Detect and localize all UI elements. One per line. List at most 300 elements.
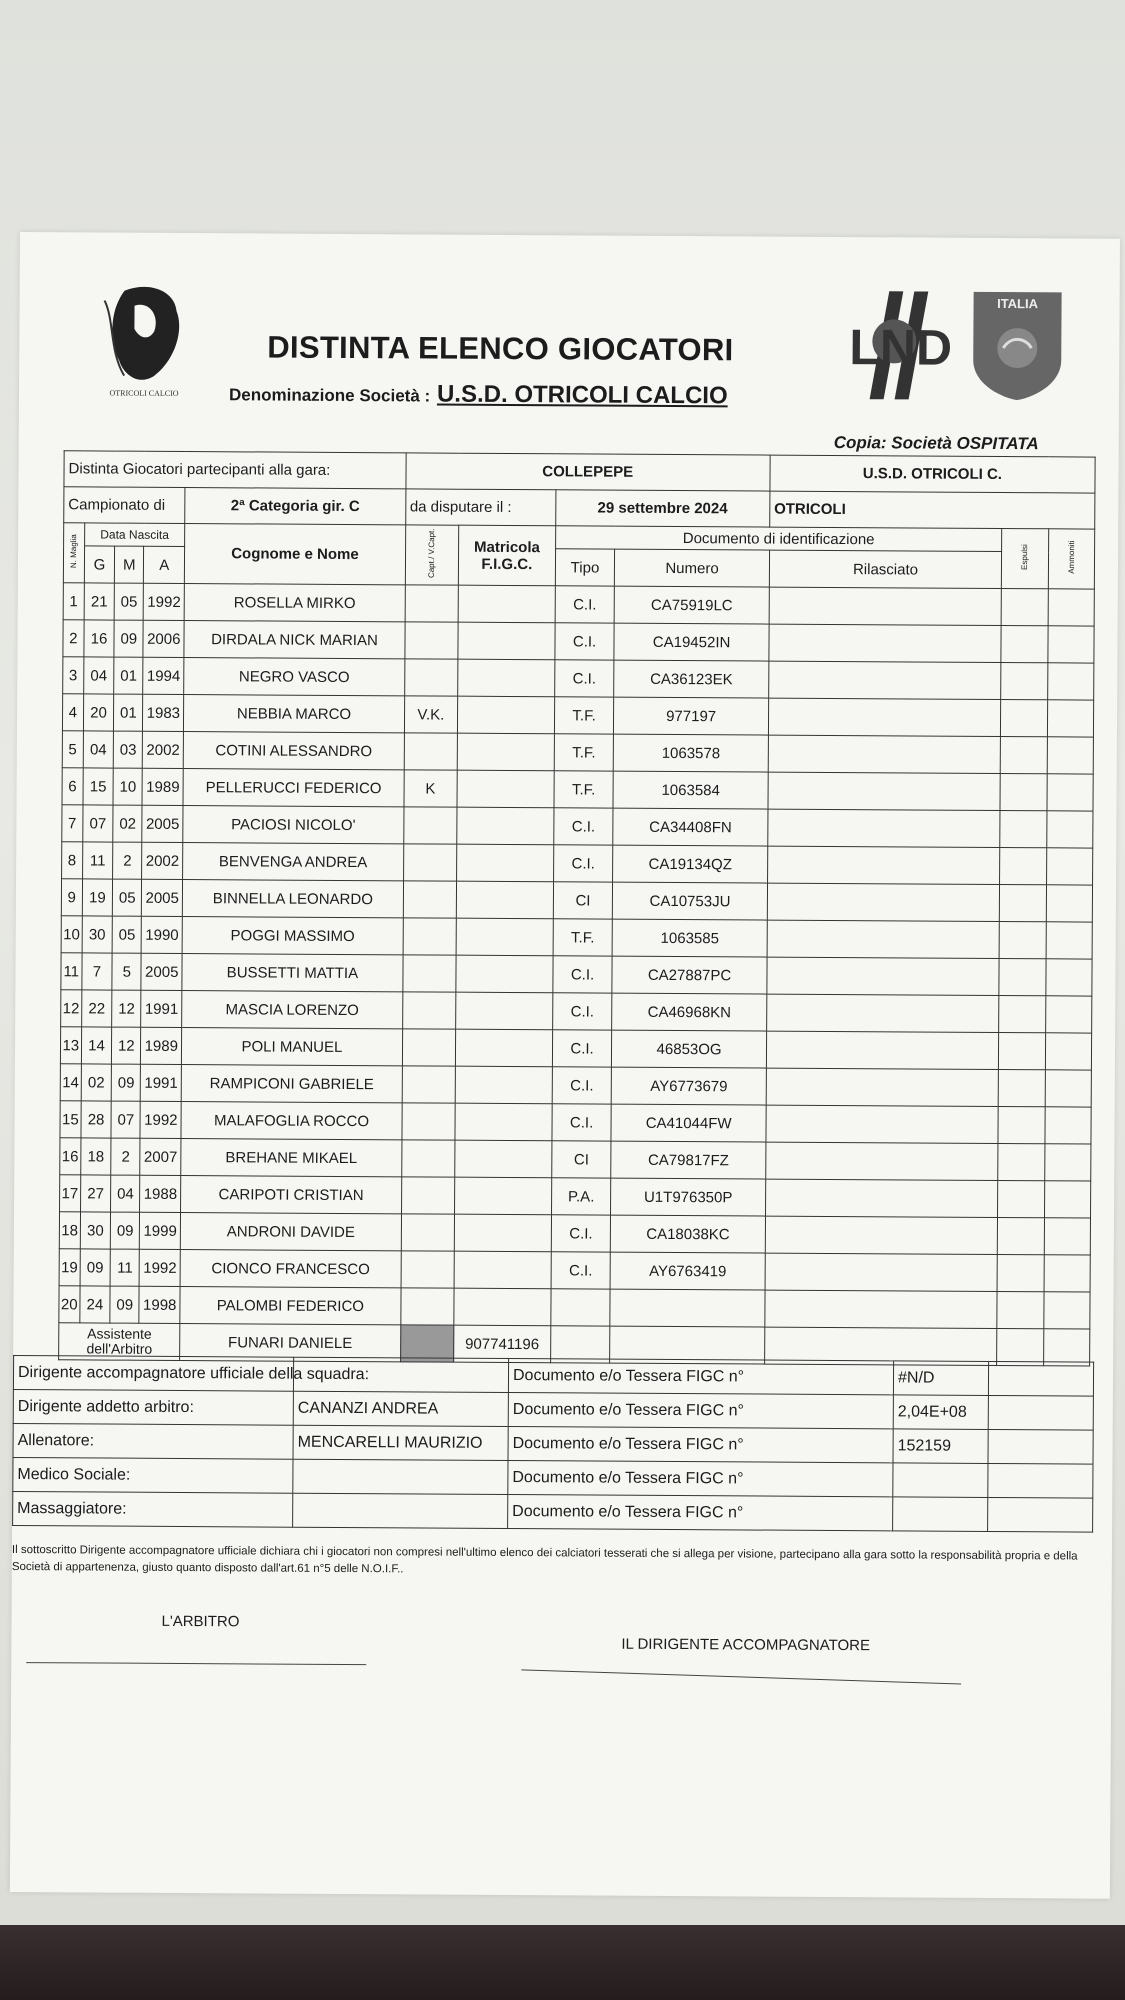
rilasciato xyxy=(768,698,1001,736)
birth-day: 7 xyxy=(81,953,112,990)
captain-mark xyxy=(402,1066,456,1103)
col-capt: Capt./ V.Capt. xyxy=(405,525,459,585)
club-logo xyxy=(94,280,195,401)
col-numero: Numero xyxy=(615,549,770,587)
doc-number: CA34408FN xyxy=(613,808,768,846)
player-name: BENVENGA ANDREA xyxy=(183,843,403,881)
rilasciato xyxy=(769,624,1002,662)
player-number: 14 xyxy=(60,1064,81,1101)
staff-extra xyxy=(988,1361,1093,1396)
birth-month: 09 xyxy=(114,620,143,657)
col-espulsi: Espulsi xyxy=(1002,529,1049,589)
player-row xyxy=(59,1212,1090,1255)
birth-day: 09 xyxy=(80,1249,111,1286)
birth-month: 01 xyxy=(114,657,143,694)
player-number: 13 xyxy=(60,1027,81,1064)
matricola xyxy=(456,955,553,993)
rilasciato xyxy=(766,1068,999,1106)
player-name: NEBBIA MARCO xyxy=(184,695,404,733)
player-number: 20 xyxy=(59,1286,80,1323)
staff-name: MENCARELLI MAURIZIO xyxy=(293,1425,508,1460)
doc-type: C.I. xyxy=(552,1030,612,1067)
staff-name xyxy=(293,1493,508,1528)
ammoniti xyxy=(1045,996,1092,1033)
player-row xyxy=(60,1027,1091,1070)
data-label: da disputare il : xyxy=(405,489,555,526)
player-row xyxy=(62,768,1093,811)
ammoniti xyxy=(1047,663,1094,700)
birth-month: 2 xyxy=(113,842,142,879)
birth-day: 20 xyxy=(83,694,114,731)
birth-month: 10 xyxy=(113,768,142,805)
page-title: DISTINTA ELENCO GIOCATORI xyxy=(267,329,734,368)
players-table xyxy=(58,450,1096,1366)
birth-year: 2005 xyxy=(142,805,183,842)
staff-extra xyxy=(988,1395,1093,1430)
ammoniti xyxy=(1047,700,1094,737)
espulsi xyxy=(1001,663,1048,700)
birth-day: 04 xyxy=(83,731,114,768)
doc-number: AY6773679 xyxy=(612,1067,767,1105)
captain-mark xyxy=(403,807,457,844)
matricola xyxy=(457,770,554,808)
birth-year: 1999 xyxy=(140,1212,181,1249)
copia-label: Copia: Società OSPITATA xyxy=(833,432,1039,454)
espulsi xyxy=(1001,626,1048,663)
player-number: 17 xyxy=(60,1175,81,1212)
staff-role: Medico Sociale: xyxy=(13,1457,293,1493)
player-name: CARIPOTI CRISTIAN xyxy=(181,1176,401,1214)
espulsi xyxy=(999,958,1046,995)
captain-mark xyxy=(403,881,457,918)
ammoniti xyxy=(1048,589,1095,626)
player-number: 2 xyxy=(63,620,84,657)
col-nome: Cognome e Nome xyxy=(185,524,406,585)
col-m: M xyxy=(115,546,144,583)
birth-year: 2002 xyxy=(142,842,183,879)
staff-name xyxy=(293,1459,508,1494)
player-row xyxy=(62,731,1093,774)
player-number: 15 xyxy=(60,1101,81,1138)
doc-type: P.A. xyxy=(551,1178,611,1215)
doc-number: 1063585 xyxy=(612,919,767,957)
birth-month: 09 xyxy=(112,1064,141,1101)
birth-day: 07 xyxy=(82,805,113,842)
player-name: BREHANE MIKAEL xyxy=(181,1139,401,1177)
matricola xyxy=(457,844,554,882)
lnd-logo xyxy=(819,289,953,402)
player-name: CIONCO FRANCESCO xyxy=(180,1250,400,1288)
matricola xyxy=(455,1103,552,1141)
player-row xyxy=(61,990,1092,1033)
rilasciato xyxy=(767,957,1000,995)
staff-role: Dirigente addetto arbitro: xyxy=(13,1389,293,1425)
birth-day: 14 xyxy=(81,1027,112,1064)
player-row xyxy=(60,1101,1091,1144)
birth-month: 07 xyxy=(111,1101,140,1138)
matricola xyxy=(455,1029,552,1067)
staff-doc-label: Documento e/o Tessera FIGC n° xyxy=(508,1461,893,1497)
ammoniti xyxy=(1044,1144,1091,1181)
player-row xyxy=(59,1286,1090,1329)
player-row xyxy=(63,583,1094,626)
player-name: ANDRONI DAVIDE xyxy=(181,1213,401,1251)
doc-number xyxy=(610,1289,765,1327)
matricola xyxy=(458,659,555,697)
ammoniti xyxy=(1043,1292,1090,1329)
staff-table xyxy=(12,1355,1094,1533)
ammoniti xyxy=(1045,1070,1092,1107)
espulsi xyxy=(997,1254,1044,1291)
player-row xyxy=(60,1175,1091,1218)
staff-doc-label: Documento e/o Tessera FIGC n° xyxy=(508,1495,893,1531)
doc-number: CA10753JU xyxy=(613,882,768,920)
doc-number: U1T976350P xyxy=(611,1178,766,1216)
birth-day: 28 xyxy=(81,1101,112,1138)
birth-month: 12 xyxy=(112,1027,141,1064)
birth-year: 2002 xyxy=(142,731,183,768)
doc-type: C.I. xyxy=(553,845,613,882)
player-number: 11 xyxy=(61,953,82,990)
birth-year: 1998 xyxy=(139,1286,180,1323)
player-row xyxy=(61,916,1092,959)
svg-text:ITALIA: ITALIA xyxy=(997,295,1039,312)
rilasciato xyxy=(767,846,1000,884)
birth-day: 16 xyxy=(83,620,114,657)
doc-type: T.F. xyxy=(554,697,614,734)
birth-month: 09 xyxy=(110,1286,139,1323)
staff-role: Allenatore: xyxy=(13,1423,293,1459)
rilasciato xyxy=(768,735,1001,773)
doc-number: AY6763419 xyxy=(610,1252,765,1290)
player-row xyxy=(62,805,1093,848)
rilasciato xyxy=(768,661,1001,699)
doc-number: CA41044FW xyxy=(611,1104,766,1142)
player-number: 5 xyxy=(62,731,83,768)
staff-extra xyxy=(988,1497,1093,1532)
rilasciato xyxy=(765,1216,998,1254)
player-number: 8 xyxy=(62,842,83,879)
captain-mark xyxy=(401,1103,455,1140)
svg-text:LND: LND xyxy=(849,319,953,376)
matricola xyxy=(454,1214,551,1252)
espulsi xyxy=(1001,589,1048,626)
staff-doc-value xyxy=(893,1463,988,1498)
player-number: 6 xyxy=(62,768,83,805)
matricola xyxy=(454,1251,551,1289)
player-number: 18 xyxy=(59,1212,80,1249)
birth-year: 1983 xyxy=(143,694,184,731)
distinta-label: Distinta Giocatori partecipanti alla gara: xyxy=(64,451,406,489)
birth-month: 05 xyxy=(113,879,142,916)
ammoniti xyxy=(1047,737,1094,774)
matricola xyxy=(456,992,553,1030)
doc-number: CA19452IN xyxy=(614,623,769,661)
player-number: 16 xyxy=(60,1138,81,1175)
captain-mark xyxy=(403,844,457,881)
player-number: 4 xyxy=(62,694,83,731)
birth-day: 11 xyxy=(82,842,113,879)
header xyxy=(19,232,1120,454)
player-name: PACIOSI NICOLO' xyxy=(183,806,403,844)
matricola xyxy=(457,733,554,771)
birth-day: 15 xyxy=(83,768,114,805)
assistente-label: Assistente dell'Arbitro xyxy=(59,1323,181,1361)
captain-mark xyxy=(401,1140,455,1177)
birth-year: 2007 xyxy=(140,1138,181,1175)
player-name: POGGI MASSIMO xyxy=(182,917,402,955)
birth-year: 1990 xyxy=(141,916,182,953)
document-sheet xyxy=(10,232,1120,1899)
col-rilasciato: Rilasciato xyxy=(769,550,1002,588)
birth-day: 18 xyxy=(80,1138,111,1175)
rilasciato xyxy=(765,1179,998,1217)
captain-mark xyxy=(404,622,458,659)
staff-extra xyxy=(988,1429,1093,1464)
captain-mark xyxy=(402,1029,456,1066)
staff-extra xyxy=(988,1463,1093,1498)
assistente-name: FUNARI DANIELE xyxy=(180,1323,400,1361)
doc-type xyxy=(551,1289,611,1326)
espulsi xyxy=(1000,810,1047,847)
staff-doc-value: 2,04E+08 xyxy=(893,1395,988,1430)
rilasciato xyxy=(768,809,1001,847)
player-number: 1 xyxy=(63,583,84,620)
captain-mark: V.K. xyxy=(404,696,458,733)
captain-mark xyxy=(401,1214,455,1251)
birth-year: 1992 xyxy=(143,583,184,620)
player-row xyxy=(61,879,1092,922)
col-documento: Documento di identificazione xyxy=(555,526,1002,552)
birth-day: 04 xyxy=(83,657,114,694)
player-name: PALOMBI FEDERICO xyxy=(180,1286,400,1324)
birth-year: 1989 xyxy=(141,1027,182,1064)
away-team: U.S.D. OTRICOLI C. xyxy=(770,455,1095,493)
espulsi xyxy=(1000,847,1047,884)
birth-month: 09 xyxy=(111,1212,140,1249)
player-name: RAMPICONI GABRIELE xyxy=(182,1065,402,1103)
captain-mark xyxy=(404,659,458,696)
rilasciato xyxy=(767,920,1000,958)
ammoniti xyxy=(1044,1255,1091,1292)
doc-type: T.F. xyxy=(554,734,614,771)
staff-row xyxy=(13,1491,1093,1532)
col-data-nascita: Data Nascita xyxy=(84,523,185,547)
staff-doc-label: Documento e/o Tessera FIGC n° xyxy=(508,1359,893,1395)
matricola xyxy=(456,881,553,919)
ammoniti xyxy=(1044,1218,1091,1255)
arbitro-signature-label: L'ARBITRO xyxy=(161,1612,240,1631)
birth-year: 1992 xyxy=(140,1101,181,1138)
espulsi xyxy=(998,1217,1045,1254)
espulsi xyxy=(998,1069,1045,1106)
player-row xyxy=(63,620,1094,663)
player-row xyxy=(60,1064,1091,1107)
doc-number: CA46968KN xyxy=(612,993,767,1031)
birth-month: 05 xyxy=(115,583,144,620)
espulsi xyxy=(998,1180,1045,1217)
doc-type: CI xyxy=(551,1141,611,1178)
player-name: COTINI ALESSANDRO xyxy=(184,732,404,770)
captain-mark xyxy=(403,918,457,955)
home-team: COLLEPEPE xyxy=(405,453,769,491)
birth-year: 1994 xyxy=(143,657,184,694)
dirigente-signature-line xyxy=(521,1669,961,1684)
rilasciato xyxy=(765,1253,998,1291)
birth-year: 1988 xyxy=(140,1175,181,1212)
matricola xyxy=(454,1288,551,1326)
doc-number: 977197 xyxy=(614,697,769,735)
staff-role: Massaggiatore: xyxy=(13,1491,293,1527)
player-number: 9 xyxy=(61,879,82,916)
col-ammoniti: Ammoniti xyxy=(1048,529,1095,589)
matricola xyxy=(458,622,555,660)
doc-type: C.I. xyxy=(552,993,612,1030)
col-a: A xyxy=(144,546,185,583)
birth-month: 01 xyxy=(114,694,143,731)
declaration-note: Il sottoscritto Dirigente accompagnatore ufficiale dichiara chi i giocatori non compresi nell'ultimo elenco dei calciatori tesserati che si allega per visione, partecipano alla gara sotto la responsabilità propria e della Società di appartenenza, giusto quanto disposto dall'art.61 n°5 delle N.O.I.F.. xyxy=(11,1543,1078,1576)
player-name: ROSELLA MIRKO xyxy=(184,584,404,622)
ammoniti xyxy=(1045,959,1092,996)
match-date: 29 settembre 2024 xyxy=(555,490,769,527)
espulsi xyxy=(1001,700,1048,737)
staff-role: Dirigente accompagnatore ufficiale della squadra: xyxy=(13,1355,293,1391)
desk-edge xyxy=(0,1925,1125,2000)
espulsi xyxy=(997,1291,1044,1328)
captain-mark xyxy=(404,733,458,770)
doc-type: C.I. xyxy=(554,660,614,697)
ammoniti xyxy=(1046,811,1093,848)
ammoniti xyxy=(1046,922,1093,959)
birth-year: 1989 xyxy=(142,768,183,805)
player-number: 7 xyxy=(62,805,83,842)
doc-type: C.I. xyxy=(555,623,615,660)
col-matricola: Matricola F.I.G.C. xyxy=(458,525,555,586)
birth-day: 24 xyxy=(79,1286,110,1323)
player-number: 3 xyxy=(63,657,84,694)
ammoniti xyxy=(1046,885,1093,922)
captain-mark xyxy=(405,585,459,622)
ammoniti xyxy=(1045,1033,1092,1070)
doc-type: C.I. xyxy=(552,1104,612,1141)
col-n-maglia: N. Maglia xyxy=(63,523,84,583)
matricola xyxy=(456,918,553,956)
player-row xyxy=(62,842,1093,885)
birth-month: 05 xyxy=(113,916,142,953)
col-g: G xyxy=(84,546,115,583)
birth-day: 30 xyxy=(80,1212,111,1249)
captain-mark xyxy=(401,1177,455,1214)
staff-doc-label: Documento e/o Tessera FIGC n° xyxy=(508,1427,893,1463)
captain-mark xyxy=(402,992,456,1029)
campionato-value: 2ª Categoria gir. C xyxy=(185,488,405,525)
doc-number: 1063578 xyxy=(614,734,769,772)
player-name: DIRDALA NICK MARIAN xyxy=(184,621,404,659)
player-number: 10 xyxy=(61,916,82,953)
rilasciato xyxy=(767,883,1000,921)
player-row xyxy=(61,953,1092,996)
doc-number: CA19134QZ xyxy=(613,845,768,883)
matricola xyxy=(455,1140,552,1178)
doc-type: C.I. xyxy=(555,586,615,623)
player-name: POLI MANUEL xyxy=(182,1028,402,1066)
birth-month: 03 xyxy=(114,731,143,768)
rilasciato xyxy=(766,1105,999,1143)
dirigente-signature-label: IL DIRIGENTE ACCOMPAGNATORE xyxy=(621,1635,871,1655)
player-row xyxy=(63,657,1094,700)
captain-mark: K xyxy=(404,770,458,807)
doc-type: T.F. xyxy=(553,919,613,956)
captain-mark xyxy=(400,1288,454,1325)
rilasciato xyxy=(765,1290,998,1328)
campionato-label: Campionato di xyxy=(64,487,186,524)
staff-doc-label: Documento e/o Tessera FIGC n° xyxy=(508,1393,893,1429)
rilasciato xyxy=(769,587,1002,625)
doc-type: C.I. xyxy=(554,808,614,845)
espulsi xyxy=(998,1143,1045,1180)
captain-mark xyxy=(402,955,456,992)
doc-number: CA18038KC xyxy=(611,1215,766,1253)
figc-italia-logo xyxy=(971,290,1064,403)
birth-day: 21 xyxy=(84,583,115,620)
espulsi xyxy=(999,1032,1046,1069)
player-name: MASCIA LORENZO xyxy=(182,991,402,1029)
matricola xyxy=(455,1177,552,1215)
birth-day: 27 xyxy=(80,1175,111,1212)
rilasciato xyxy=(768,772,1001,810)
birth-month: 04 xyxy=(111,1175,140,1212)
doc-number: CA36123EK xyxy=(614,660,769,698)
doc-number: 1063584 xyxy=(613,771,768,809)
doc-type: C.I. xyxy=(552,1067,612,1104)
birth-year: 2005 xyxy=(142,879,183,916)
doc-number: CA75919LC xyxy=(615,586,770,624)
birth-month: 12 xyxy=(112,990,141,1027)
player-name: MALAFOGLIA ROCCO xyxy=(181,1102,401,1140)
doc-type: T.F. xyxy=(554,771,614,808)
matricola xyxy=(457,807,554,845)
staff-doc-value: #N/D xyxy=(893,1361,988,1396)
birth-month: 02 xyxy=(113,805,142,842)
ammoniti xyxy=(1047,626,1094,663)
player-number: 12 xyxy=(61,990,82,1027)
col-tipo: Tipo xyxy=(555,549,615,586)
doc-type: C.I. xyxy=(551,1215,611,1252)
player-row xyxy=(59,1249,1090,1292)
birth-day: 22 xyxy=(81,990,112,1027)
espulsi xyxy=(1000,884,1047,921)
matricola xyxy=(455,1066,552,1104)
societa-name: U.S.D. OTRICOLI CALCIO xyxy=(436,380,728,410)
birth-year: 1991 xyxy=(140,1064,181,1101)
staff-doc-value xyxy=(893,1497,988,1532)
birth-month: 11 xyxy=(110,1249,139,1286)
birth-day: 02 xyxy=(81,1064,112,1101)
birth-day: 30 xyxy=(82,916,113,953)
birth-year: 2005 xyxy=(141,953,182,990)
doc-type: C.I. xyxy=(553,956,613,993)
player-name: BINNELLA LEONARDO xyxy=(183,880,403,918)
birth-year: 2006 xyxy=(143,620,184,657)
ammoniti xyxy=(1047,774,1094,811)
birth-year: 1992 xyxy=(139,1249,180,1286)
player-row xyxy=(62,694,1093,737)
staff-name: CANANZI ANDREA xyxy=(293,1391,508,1426)
rilasciato xyxy=(766,1031,999,1069)
player-name: NEGRO VASCO xyxy=(184,658,404,696)
espulsi xyxy=(999,995,1046,1032)
player-row xyxy=(60,1138,1091,1181)
